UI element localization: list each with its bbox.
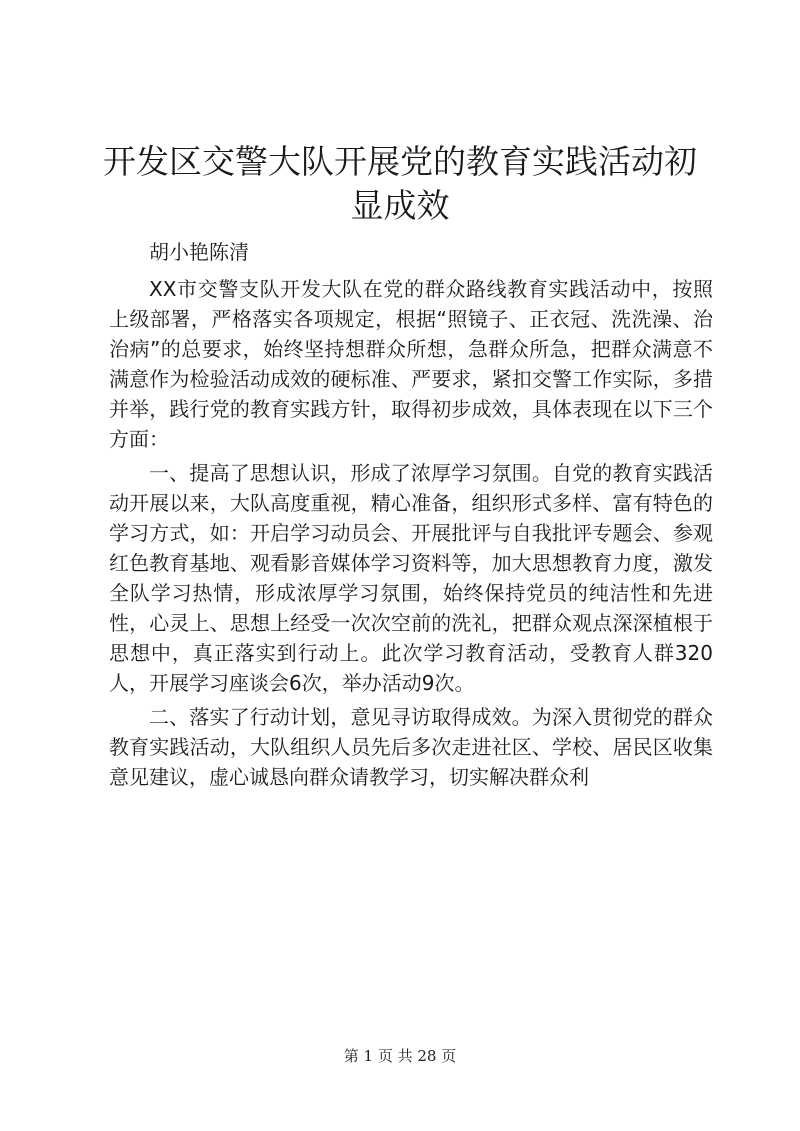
paragraph-intro: XX市交警支队开发大队在党的群众路线教育实践活动中，按照上级部署，严格落实各项规定，根据“照镜子、正衣冠、洗洗澡、治治病”的总要求，始终坚持想群众所想，急群众所急，把群众满意不满意作为检验活动成效的硬标准、严要求，紧扣交警工作实际，多措并举，践行党的教育实践方针，取得初步成效，具体表现在以下三个方面： xyxy=(109,277,713,451)
author-line: 胡小艳陈清 xyxy=(149,240,249,264)
paragraph-section-1: 一、提高了思想认识，形成了浓厚学习氛围。自党的教育实践活动开展以来，大队高度重视，精心准备，组织形式多样、富有特色的学习方式，如：开启学习动员会、开展批评与自我批评专题会、参观红色教育基地、观看影音媒体学习资料等，加大思想教育力度，激发全队学习热情，形成浓厚学习氛围，始终保持党员的纯洁性和先进性，心灵上、思想上经受一次次空前的洗礼，把群众观点深深植根于思想中，真正落实到行动上。此次学习教育活动，受教育人群320人，开展学习座谈会6次，举办活动9次。 xyxy=(109,461,713,695)
page-number-footer: 第 1 页 共 28 页 xyxy=(343,1047,457,1065)
document-title: 开发区交警大队开展党的教育实践活动初显成效 xyxy=(103,142,697,225)
paragraph-section-2: 二、落实了行动计划，意见寻访取得成效。为深入贯彻党的群众教育实践活动，大队组织人员先后多次走进社区、学校、居民区收集意见建议，虚心诚恳向群众请教学习，切实解决群众利 xyxy=(109,705,713,789)
document-body xyxy=(109,236,713,792)
